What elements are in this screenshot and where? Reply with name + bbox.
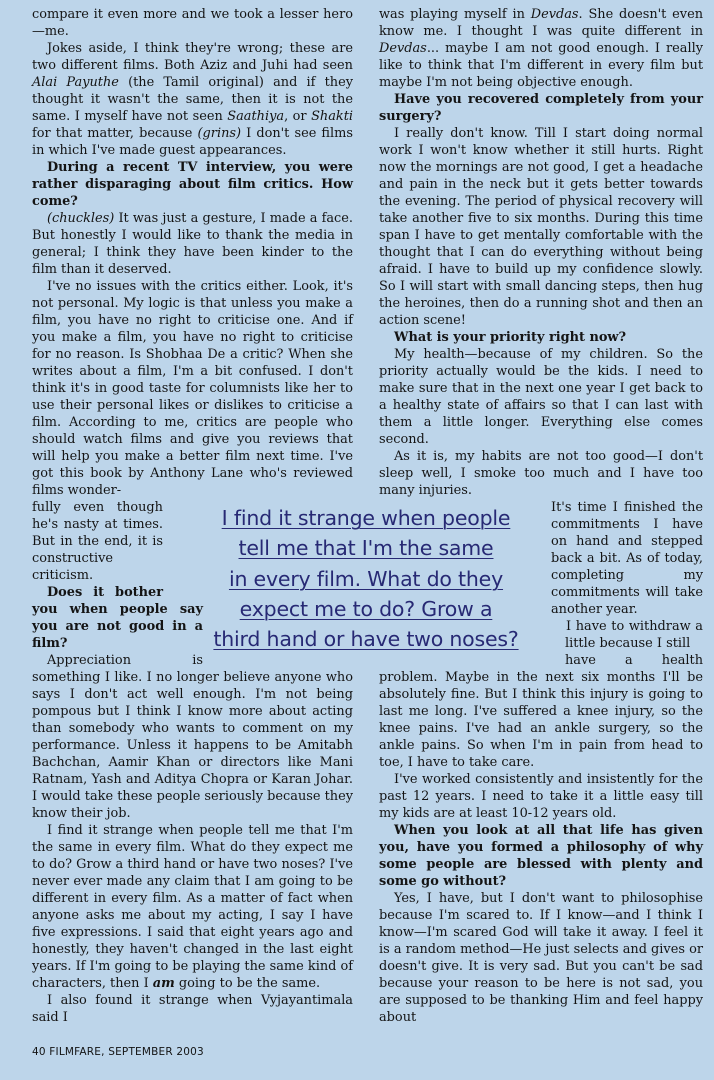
interview-question: When you look at all that life has given you, have you formed a philosophy of why some people are blessed with plenty and some go without?	[379, 823, 703, 889]
paragraph: As it is, my habits are not too good—I don't sleep well, I smoke too much and I have too many injuries.	[379, 449, 703, 498]
interview-question: Have you recovered completely from your surgery?	[379, 92, 703, 124]
pull-quote-line: in every film. What do they	[228, 566, 504, 591]
paragraph: Yes, I have, but I don't want to philosophise because I'm scared to. If I know—and I think I know—I'm scared God will take it away. I feel it is a random method—He just selects and gives or doesn't give. It is very sad. But you can't be sad because your reason to be here is not sad, you are supposed to be thanking Him and feel happy about	[379, 891, 703, 1025]
page-footer: 40 FILMFARE, SEPTEMBER 2003	[32, 1046, 204, 1058]
paragraph: fully even though he's nasty at times. But in the end, it is constructive criticism.	[32, 500, 163, 583]
paragraph: I've worked consistently and insistently for the past 12 years. I need to take it a little easy till my kids are at least 10-12 years old.	[379, 772, 703, 821]
pull-quote-line: third hand or have two noses?	[213, 627, 519, 652]
paragraph: compare it even more and we took a lesser hero—me.	[32, 7, 353, 39]
paragraph: Jokes aside, I think they're wrong; these are two different films. Both Aziz and Juhi had seen Alai Payuthe (the Tamil original) and if they thought it wasn't the same, then it is not the same. I myself have not seen Saathiya, or Shakti for that matter, because (grins) I don't see films in which I've made guest appearances.	[32, 41, 354, 158]
paragraph: Appreciation is something I like. I no longer believe anyone who says I don't act well enough. I'm not being pompous but I think I know more about acting than somebody who wants to comment on my performance. Unless it happens to be Amitabh Bachchan, Aamir Khan or directors like Mani Ratnam, Yash and Aditya Chopra or Karan Johar. I would take these people seriously because they know their job.	[32, 653, 353, 821]
paragraph: It's time I finished the commitments I have on hand and stepped back a bit. As of today, completing my commitments will take another year.	[551, 500, 703, 617]
pull-quote-line: tell me that I'm the same	[238, 536, 494, 561]
paragraph: I have to withdraw a little because I still	[565, 619, 703, 651]
pull-quote-line: expect me to do? Grow a	[239, 596, 493, 621]
paragraph: was playing myself in Devdas. She doesn't even know me. I thought I was quite different in Devdas... maybe I am not good enough. I really like to think that I'm different in every film but maybe I'm not being objective enough.	[379, 7, 704, 90]
paragraph: I also found it strange when Vyjayantimala said I	[32, 993, 353, 1025]
pull-quote-line: I find it strange when people	[221, 506, 511, 530]
interview-question: What is your priority right now?	[394, 330, 627, 345]
paragraph: I find it strange when people tell me that I'm the same in every film. What do they expect me to do? Grow a third hand or have two noses? I've never ever made any claim that I am going to be different in every film. As a matter of fact when anyone asks me about my acting, I say I have five expressions. I said that eight years ago and honestly, they haven't changed in the last eight years. If I'm going to be playing the same kind of characters, then I am going to be the same.	[32, 823, 353, 991]
paragraph: have a health problem. Maybe in the next six months I'll be absolutely fine. But I think this injury is going to last me long. I've suffered a knee injury, so the knee pains. I've had an ankle surgery, so the ankle pains. So when I'm in pain from head to toe, I have to take care.	[379, 653, 703, 770]
paragraph: I've no issues with the critics either. Look, it's not personal. My logic is that unless you make a film, you have no right to criticise one. And if you make a film, you have no right to criticise for no reason. Is Shobhaa De a critic? When she writes about a film, I'm a bit confused. I don't think it's in good taste for columnists like her to use their personal likes or dislikes to criticise a film. According to me, critics are people who should watch films and give you reviews that will help you make a better film next time. I've got this book by Anthony Lane who's reviewed films wonder-	[32, 279, 353, 498]
interview-question: During a recent TV interview, you were rather disparaging about film critics. How come?	[32, 160, 353, 209]
interview-question: Does it bother you when people say you are not good in a film?	[32, 585, 203, 651]
paragraph: My health—because of my children. So the priority actually would be the kids. I need to make sure that in the next one year I get back to a healthy state of affairs so that I can last with them a little longer. Everything else comes second.	[379, 347, 703, 447]
paragraph: (chuckles) It was just a gesture, I made a face. But honestly I would like to thank the media in general; I think they have been kinder to the film than it deserved.	[32, 211, 353, 277]
paragraph: I really don't know. Till I start doing normal work I won't know whether it still hurts. Right now the mornings are not good, I get a headache and pain in the neck but it gets better towards the evening. The period of physical recovery will take another five to six months. During this time span I have to get mentally comfortable with the thought that I can do everything without being afraid. I have to build up my confidence slowly. So I will start with small dancing steps, then hug the heroines, then do a running shot and then an action scene!	[379, 126, 703, 328]
pull-quote	[190, 503, 542, 654]
